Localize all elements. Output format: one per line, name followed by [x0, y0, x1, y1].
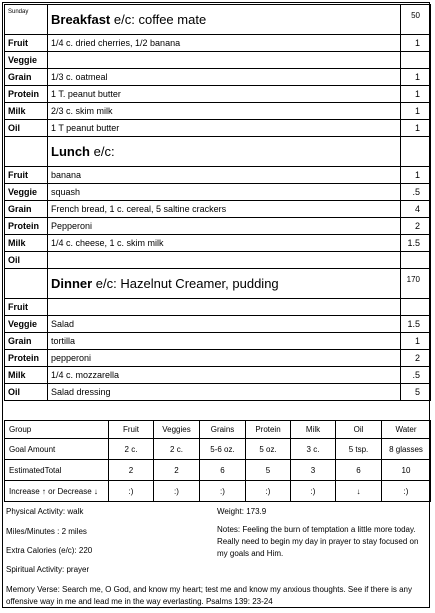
- servings: 4: [401, 201, 431, 218]
- summary-header-cell: Protein: [246, 421, 291, 439]
- day-label: [5, 137, 48, 167]
- food-row: [5, 384, 431, 401]
- servings: 2: [401, 350, 431, 367]
- food-item: pepperoni: [48, 350, 401, 367]
- change-cell: :): [154, 481, 200, 502]
- food-row: [5, 184, 431, 201]
- weight: Weight: 173.9: [217, 507, 267, 516]
- day-label: [5, 269, 48, 299]
- change-cell: :): [246, 481, 291, 502]
- food-group: Milk: [5, 235, 48, 252]
- food-item: Pepperoni: [48, 218, 401, 235]
- summary-header-cell: Grains: [200, 421, 246, 439]
- food-item: 1/4 c. mozzarella: [48, 367, 401, 384]
- food-row: [5, 103, 431, 120]
- food-group: Oil: [5, 252, 48, 269]
- food-row: [5, 52, 431, 69]
- food-row: [5, 252, 431, 269]
- food-group: Protein: [5, 86, 48, 103]
- summary-header-cell: Oil: [336, 421, 382, 439]
- estimated-cell: 6: [200, 460, 246, 481]
- food-item: 1 T peanut butter: [48, 120, 401, 137]
- servings: 1: [401, 103, 431, 120]
- food-row: [5, 235, 431, 252]
- summary-goal-row: [5, 439, 431, 460]
- goal-cell: 3 c.: [291, 439, 336, 460]
- spiritual-activity: Spiritual Activity: prayer: [6, 565, 90, 574]
- meal-title: [48, 269, 401, 299]
- food-group: Fruit: [5, 35, 48, 52]
- servings: 1: [401, 69, 431, 86]
- extra-calories-value: coffee mate: [138, 12, 207, 27]
- summary-header-label: Group: [5, 421, 109, 439]
- memory-verse: Memory Verse: Search me, O God, and know my heart; test me and know my anxious thoughts. See if there is any offensive way in me and lead me in the way everlasting. Psalms 139: 23-24: [6, 585, 412, 606]
- extra-calories: Extra Calories (e/c): 220: [6, 546, 93, 555]
- food-row: [5, 218, 431, 235]
- meal-calories: 170: [401, 269, 431, 299]
- food-group: Milk: [5, 103, 48, 120]
- servings: [401, 52, 431, 69]
- food-item: [48, 252, 401, 269]
- servings: 1.5: [401, 235, 431, 252]
- servings: [401, 252, 431, 269]
- goal-cell: 5 tsp.: [336, 439, 382, 460]
- meal-calories: [401, 137, 431, 167]
- food-item: [48, 299, 401, 316]
- physical-activity: Physical Activity: walk: [6, 507, 84, 516]
- daily-summary-table: [4, 420, 431, 502]
- food-item: squash: [48, 184, 401, 201]
- food-item: 1/4 c. dried cherries, 1/2 banana: [48, 35, 401, 52]
- servings: 1: [401, 167, 431, 184]
- extra-calories-value: Hazelnut Creamer, pudding: [120, 276, 279, 291]
- change-cell: :): [382, 481, 431, 502]
- food-group: Grain: [5, 201, 48, 218]
- food-row: [5, 350, 431, 367]
- food-item: 1 T. peanut butter: [48, 86, 401, 103]
- summary-header-cell: Milk: [291, 421, 336, 439]
- goal-cell: 8 glasses: [382, 439, 431, 460]
- food-group: Protein: [5, 218, 48, 235]
- food-row: [5, 167, 431, 184]
- food-group: Veggie: [5, 52, 48, 69]
- food-item: Salad: [48, 316, 401, 333]
- food-group: Grain: [5, 333, 48, 350]
- estimated-cell: 10: [382, 460, 431, 481]
- day-label: Sunday: [5, 5, 48, 35]
- food-group: Protein: [5, 350, 48, 367]
- food-row: [5, 86, 431, 103]
- servings: .5: [401, 184, 431, 201]
- change-cell: ↓: [336, 481, 382, 502]
- food-group: Fruit: [5, 167, 48, 184]
- food-row: [5, 299, 431, 316]
- food-item: Salad dressing: [48, 384, 401, 401]
- food-row: [5, 201, 431, 218]
- food-row: [5, 333, 431, 350]
- servings: 2: [401, 218, 431, 235]
- servings: [401, 299, 431, 316]
- estimated-label: EstimatedTotal: [5, 460, 109, 481]
- food-group: Fruit: [5, 299, 48, 316]
- estimated-cell: 6: [336, 460, 382, 481]
- meal-title: [48, 5, 401, 35]
- food-group: Oil: [5, 120, 48, 137]
- miles-minutes: Miles/Minutes : 2 miles: [6, 527, 87, 536]
- food-item: French bread, 1 c. cereal, 5 saltine crackers: [48, 201, 401, 218]
- food-row: [5, 316, 431, 333]
- summary-header-cell: Veggies: [154, 421, 200, 439]
- meal-name: Dinner: [51, 276, 93, 291]
- goal-cell: 2 c.: [154, 439, 200, 460]
- meal-header-lunch: [5, 137, 431, 167]
- meal-title: [48, 137, 401, 167]
- summary-estimated-row: [5, 460, 431, 481]
- extra-calories-label: e/c:: [93, 144, 115, 159]
- estimated-cell: 3: [291, 460, 336, 481]
- summary-header-row: [5, 421, 431, 439]
- estimated-cell: 2: [154, 460, 200, 481]
- servings: 5: [401, 384, 431, 401]
- food-row: [5, 367, 431, 384]
- servings: 1.5: [401, 316, 431, 333]
- food-row: [5, 35, 431, 52]
- food-item: [48, 52, 401, 69]
- servings: 1: [401, 86, 431, 103]
- servings: 1: [401, 333, 431, 350]
- food-group: Grain: [5, 69, 48, 86]
- change-cell: :): [291, 481, 336, 502]
- summary-header-cell: Fruit: [109, 421, 154, 439]
- food-group: Veggie: [5, 184, 48, 201]
- summary-header-cell: Water: [382, 421, 431, 439]
- estimated-cell: 5: [246, 460, 291, 481]
- goal-cell: 5 oz.: [246, 439, 291, 460]
- extra-calories-label: e/c:: [95, 276, 117, 291]
- extra-calories-label: e/c:: [113, 12, 135, 27]
- change-cell: :): [200, 481, 246, 502]
- food-item: tortilla: [48, 333, 401, 350]
- servings: 1: [401, 120, 431, 137]
- food-item: 2/3 c. skim milk: [48, 103, 401, 120]
- food-group: Oil: [5, 384, 48, 401]
- goal-label: Goal Amount: [5, 439, 109, 460]
- servings: .5: [401, 367, 431, 384]
- food-item: banana: [48, 167, 401, 184]
- estimated-cell: 2: [109, 460, 154, 481]
- food-group: Veggie: [5, 316, 48, 333]
- meal-name: Breakfast: [51, 12, 111, 27]
- goal-cell: 5-6 oz.: [200, 439, 246, 460]
- meal-calories: 50: [401, 5, 431, 35]
- servings: 1: [401, 35, 431, 52]
- meal-name: Lunch: [51, 144, 90, 159]
- meal-header-breakfast: [5, 5, 431, 35]
- change-label: Increase ↑ or Decrease ↓: [5, 481, 109, 502]
- meal-header-dinner: [5, 269, 431, 299]
- food-item: 1/3 c. oatmeal: [48, 69, 401, 86]
- food-group: Milk: [5, 367, 48, 384]
- meal-log-table: [4, 4, 431, 401]
- notes-text: Notes: Feeling the burn of temptation a little more today. Really need to begin my day in prayer to stay focused on my goals and Him.: [217, 525, 419, 558]
- goal-cell: 2 c.: [109, 439, 154, 460]
- summary-change-row: [5, 481, 431, 502]
- change-cell: :): [109, 481, 154, 502]
- food-row: [5, 69, 431, 86]
- food-row: [5, 120, 431, 137]
- food-item: 1/4 c. cheese, 1 c. skim milk: [48, 235, 401, 252]
